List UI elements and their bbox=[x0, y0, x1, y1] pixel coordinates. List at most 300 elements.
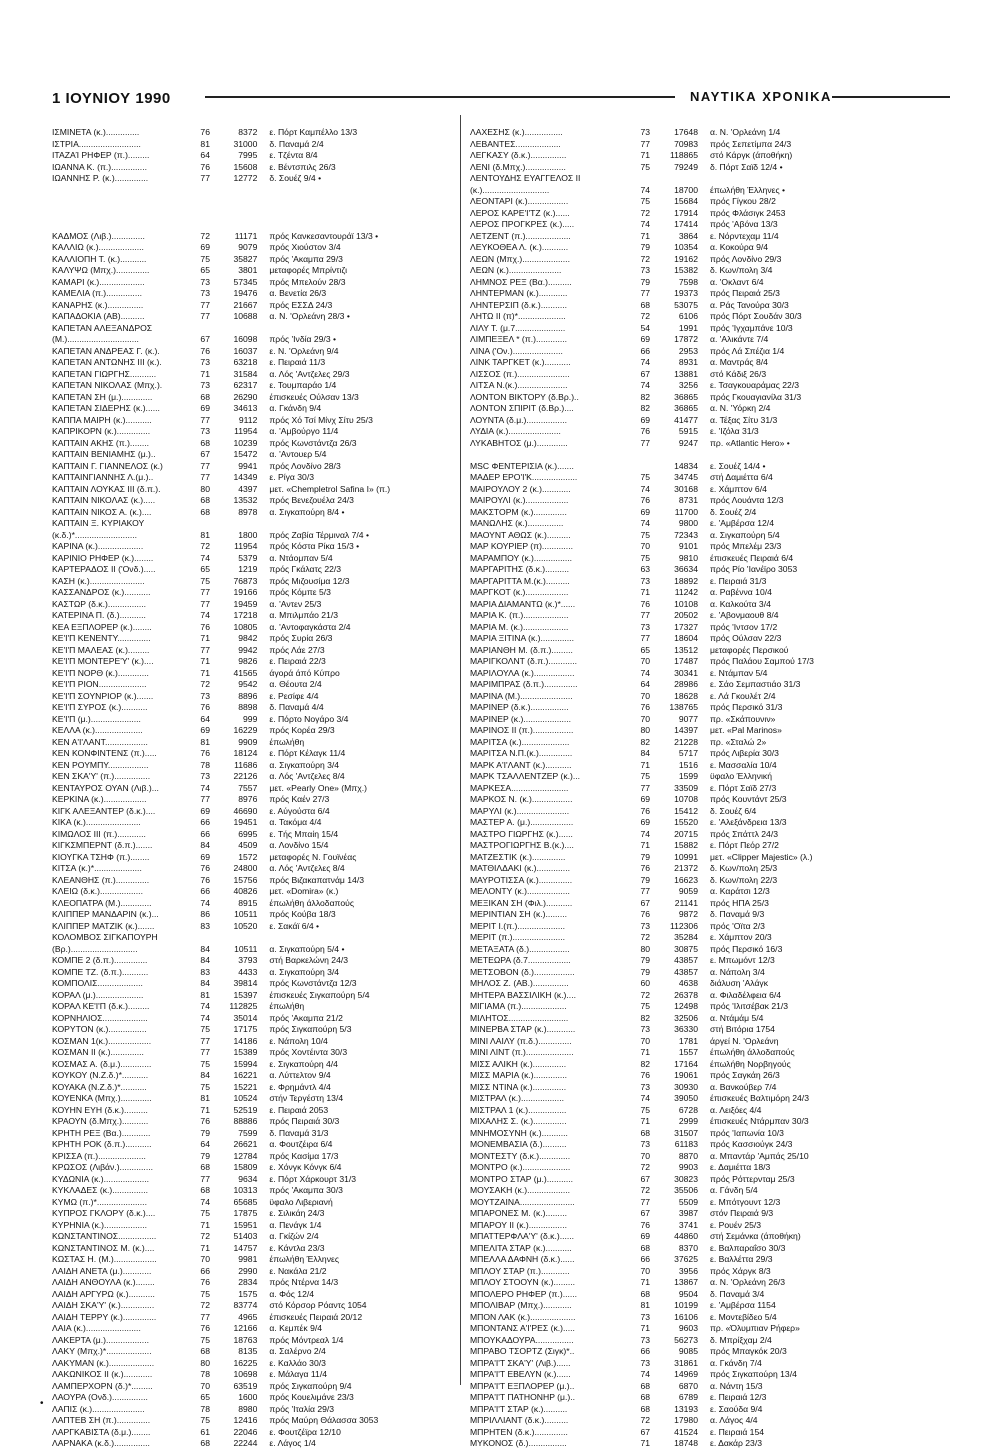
ship-status: α. Βενετία 26/3 bbox=[269, 288, 327, 298]
year-built: 75 bbox=[640, 1104, 650, 1115]
ship-row bbox=[470, 1277, 960, 1289]
ship-row bbox=[52, 438, 457, 450]
tonnage: 9826 bbox=[238, 656, 258, 666]
ship-row bbox=[52, 1277, 457, 1289]
ship-status: α. Νάπολη 3/4 bbox=[710, 966, 765, 977]
ship-row bbox=[52, 886, 457, 898]
ship-row bbox=[52, 1243, 457, 1255]
year-built: 69 bbox=[640, 334, 650, 344]
ship-status: α. Φουτζέιρα 6/4 bbox=[269, 1139, 333, 1149]
year-built: 64 bbox=[200, 1139, 210, 1149]
ship-row bbox=[52, 1208, 457, 1220]
ship-name: ΚΕ'Ι'Π ΝΟΡΘ (κ.)............. bbox=[52, 667, 149, 678]
ship-name: ΚΟΥΗΝ ΕΥΗ (δ.κ.).......... bbox=[52, 1104, 148, 1115]
ship-status: α. Λάγος 4/4 bbox=[710, 1415, 758, 1425]
year-built: 79 bbox=[640, 966, 650, 977]
ship-row bbox=[52, 909, 457, 921]
ship-name: ΛΙΝΑ ('Ον.)..................... bbox=[470, 345, 563, 356]
tonnage: 1219 bbox=[238, 564, 258, 574]
ship-name: ΜΕΛΟΝΤΥ (κ.).................. bbox=[470, 886, 570, 896]
year-built: 74 bbox=[200, 897, 210, 908]
tonnage: 6870 bbox=[678, 1380, 698, 1391]
ship-row bbox=[52, 898, 457, 910]
ship-name: ΛΙΜΠΕΞΕΛ * (π.)............. bbox=[470, 334, 568, 344]
year-built: 77 bbox=[200, 299, 210, 310]
year-built: 72 bbox=[200, 230, 210, 241]
ship-row bbox=[470, 369, 960, 381]
ship-status: ε. Πειραιά 2053 bbox=[269, 1104, 329, 1115]
ship-status: α. Ν. 'Ορλεάνη 26/3 bbox=[710, 1277, 786, 1287]
year-built: 70 bbox=[640, 1265, 650, 1276]
ship-row bbox=[52, 1231, 457, 1243]
tonnage bbox=[210, 208, 257, 220]
page-header bbox=[0, 90, 1000, 114]
ship-status: ε. Βαλλέττα 29/3 bbox=[710, 1254, 773, 1264]
ship-status: ε. Τής Μπαίη 15/4 bbox=[269, 828, 339, 839]
ship-row bbox=[470, 967, 960, 979]
ship-status: πρός Ρόττερνταμ 25/3 bbox=[710, 1173, 795, 1184]
tonnage: 9800 bbox=[678, 518, 698, 528]
year-built: 74 bbox=[640, 380, 650, 390]
ship-name: (κ.)............................ bbox=[470, 184, 550, 195]
ship-row bbox=[52, 564, 457, 576]
ship-name: ΜΠΟΝ ΛΑΚ (κ.)................... bbox=[470, 1311, 576, 1322]
tonnage: 10511 bbox=[234, 909, 258, 919]
ship-status: πρός 'Ακαμπα 21/2 bbox=[269, 1012, 343, 1023]
ship-status: άργεί Ν. 'Ορλεάνη bbox=[710, 1035, 779, 1046]
year-built: 75 bbox=[640, 529, 650, 540]
year-built: 72 bbox=[640, 1185, 650, 1195]
ship-row bbox=[52, 1266, 457, 1278]
ship-row bbox=[52, 323, 457, 335]
ship-status: ε. Σιλικάη 24/3 bbox=[269, 1208, 325, 1218]
tonnage: 41565 bbox=[233, 667, 258, 678]
ship-list-right bbox=[470, 127, 960, 1450]
ship-row bbox=[470, 139, 960, 151]
ship-row bbox=[52, 346, 457, 358]
year-built: 73 bbox=[640, 127, 650, 137]
tonnage: 7557 bbox=[238, 782, 258, 793]
ship-name: ΚΑΠΤΑΙΝ ΝΙΚΟΛΑΣ (κ.)..... bbox=[52, 495, 156, 505]
ship-status: πρός Κανκεσαντουράϊ 13/3 • bbox=[269, 230, 379, 241]
year-built: 79 bbox=[200, 1127, 210, 1138]
year-built: 77 bbox=[200, 472, 210, 482]
ship-row bbox=[470, 622, 960, 634]
ship-row bbox=[470, 1404, 960, 1416]
tonnage: 35014 bbox=[233, 1012, 258, 1023]
ship-row bbox=[52, 921, 457, 933]
tonnage: 17175 bbox=[233, 1024, 258, 1034]
year-built: 65 bbox=[200, 265, 210, 275]
ship-name: ΚΟΣΜΑΝ 1(κ.).................. bbox=[52, 1035, 152, 1046]
tonnage: 15994 bbox=[233, 1058, 258, 1069]
ship-status: α. Σιγκαπούρη 3/4 bbox=[269, 759, 340, 770]
year-built: 71 bbox=[200, 667, 210, 678]
tonnage: 18748 bbox=[674, 1438, 698, 1448]
ship-name: ΚΑΠΕΤΑΝ ΣΙΔΕΡΗΣ (κ.)...... bbox=[52, 403, 160, 413]
ship-row bbox=[52, 507, 457, 519]
ship-row bbox=[52, 1404, 457, 1416]
ship-row bbox=[470, 1070, 960, 1082]
ship-name: ΜΑΚΣΤΟΡΜ (κ.).............. bbox=[470, 506, 567, 517]
ship-status: μετ. «Domira» (κ.) bbox=[269, 886, 339, 896]
tonnage: 13193 bbox=[674, 1403, 698, 1414]
ship-row bbox=[470, 610, 960, 622]
tonnage: 13867 bbox=[674, 1277, 698, 1287]
ship-row bbox=[470, 173, 960, 185]
ship-name: ΜΕΡΙΤ (π.)...................... bbox=[470, 932, 566, 942]
ship-status: πρός Βενεζουέλα 24/3 bbox=[269, 495, 354, 505]
ship-status: α. Τέξας Σίτυ 31/3 bbox=[710, 414, 778, 425]
ship-status: πρός Ούλσαν 22/3 bbox=[710, 633, 782, 643]
year-built: 76 bbox=[200, 702, 210, 712]
ship-name: ΜΑΡΙΑ ΞΙΤΙΝΑ (κ.).............. bbox=[470, 633, 574, 643]
ship-status: ε. 'Αμβέρσα 1154 bbox=[710, 1300, 776, 1310]
ship-row bbox=[52, 1358, 457, 1370]
ship-name: ΚΕ'Ι'Π ΜΑΛΕΑΣ (κ.)......... bbox=[52, 644, 150, 655]
ship-status: ε. Λά Γκουλέτ 2/4 bbox=[710, 690, 776, 701]
ship-name: ΜΕΡΙΝΤΙΑΝ ΣΗ (κ.)......... bbox=[470, 909, 567, 919]
year-built: 75 bbox=[200, 575, 210, 586]
ship-name: ΚΕΡΚΙΝΑ (κ.).................. bbox=[52, 794, 147, 804]
tonnage: 15809 bbox=[233, 1162, 258, 1172]
ship-name: ΚΟΜΠΟΛΙΣ................... bbox=[52, 978, 143, 988]
year-built: 75 bbox=[200, 1288, 210, 1299]
year-built: 76 bbox=[200, 621, 210, 632]
ship-status: α. Γκίζών 2/4 bbox=[269, 1231, 319, 1241]
year-built: 69 bbox=[640, 817, 650, 827]
tonnage: 36865 bbox=[674, 403, 698, 413]
tonnage: 1800 bbox=[238, 529, 258, 540]
ship-row bbox=[470, 334, 960, 346]
year-built: 81 bbox=[200, 1093, 210, 1103]
year-built: 64 bbox=[200, 150, 210, 160]
tonnage: 15882 bbox=[674, 840, 698, 850]
ship-row bbox=[470, 1151, 960, 1163]
ship-name: ΛΑΙΔΗ ΑΡΓΥΡΩ (κ.)........... bbox=[52, 1288, 155, 1299]
tonnage: 15951 bbox=[233, 1219, 258, 1230]
ship-name: ΚΩΝΣΤΑΝΤΙΝΟΣ................ bbox=[52, 1231, 157, 1241]
tonnage: 10524 bbox=[233, 1093, 258, 1103]
ship-status: ε. Βαλπαραΐσο 30/3 bbox=[710, 1242, 786, 1253]
ship-row bbox=[470, 978, 960, 990]
ship-status: πρός Κορέα 29/3 bbox=[269, 725, 335, 735]
ship-status: α. Καράτσι 12/3 bbox=[710, 886, 770, 896]
ship-name: ΚΑΡΙΝΙΟ ΡΗΦΕΡ (κ.)........ bbox=[52, 552, 154, 563]
ship-status: πρός Κωνστάντζα 26/3 bbox=[269, 437, 357, 448]
tonnage: 76873 bbox=[233, 575, 258, 586]
ship-name: ΜΑΥΡΟΤΙΣΣΑ (κ.).............. bbox=[470, 874, 573, 885]
ship-status: δ. Παναμά 2/4 bbox=[269, 138, 324, 149]
year-built: 80 bbox=[200, 1357, 210, 1368]
tonnage: 19061 bbox=[674, 1070, 698, 1080]
ship-row bbox=[52, 1300, 457, 1312]
year-built: 77 bbox=[200, 173, 210, 183]
year-built: 74 bbox=[200, 610, 210, 620]
ship-name: ΛΕΤΖΕΝΤ (π.)................... bbox=[470, 230, 571, 241]
ship-name: ΚΡΗΤΗ ΡΟΚ (δ.π.)........... bbox=[52, 1139, 152, 1149]
ship-row bbox=[470, 656, 960, 668]
ship-row bbox=[470, 403, 960, 415]
ship-status: ε. Ρεσίφε 4/4 bbox=[269, 690, 319, 701]
ship-name: ΚΙΓΚ ΑΛΕΞΑΝΤΕΡ (δ.κ.).... bbox=[52, 805, 156, 816]
ship-status: πρ. «Σκάπουνιν» bbox=[710, 713, 776, 724]
ship-status bbox=[257, 323, 457, 335]
ship-name: ΜΟΝΕΜΒΑΣΙΑ (δ.).......... bbox=[470, 1139, 567, 1149]
ship-status: πρός 'Ιαπωνία 10/3 bbox=[710, 1127, 784, 1138]
ship-name: ΚΡΩΣΟΣ (Λιβάν.).............. bbox=[52, 1162, 153, 1172]
ship-name: ΜΕΤΕΩΡΑ (δ.7.................. bbox=[470, 955, 571, 965]
ship-row bbox=[470, 1220, 960, 1232]
tonnage: 18628 bbox=[674, 690, 698, 701]
ship-status: στό Κάδιξ 26/3 bbox=[710, 368, 767, 379]
tonnage: 15756 bbox=[233, 874, 258, 885]
ship-row bbox=[470, 564, 960, 576]
tonnage: 46690 bbox=[233, 805, 258, 816]
ship-status: πρός 'Ακαμπα 30/3 bbox=[269, 1185, 343, 1195]
ship-row bbox=[52, 1185, 457, 1197]
ship-status: α. Ν. 'Ορλεάνη 1/4 bbox=[710, 127, 781, 137]
year-built bbox=[620, 461, 650, 473]
ship-row bbox=[470, 311, 960, 323]
year-built: 77 bbox=[640, 138, 650, 149]
ship-status: α. Λός 'Αντζελες 8/4 bbox=[269, 771, 345, 781]
year-built: 75 bbox=[200, 253, 210, 264]
ship-status: ε. Ρίγα 30/3 bbox=[269, 472, 315, 482]
ship-row bbox=[52, 668, 457, 680]
year-built: 68 bbox=[200, 1438, 210, 1448]
ship-name: ΜΑΡ ΚΟΥΡΙΕΡ (π)............. bbox=[470, 541, 573, 551]
tonnage: 16225 bbox=[233, 1357, 258, 1368]
tonnage: 15520 bbox=[674, 817, 698, 827]
ship-name: ΜΠΡΑΒΟ ΤΣΟΡΤΖ (Σιγκ)*.. bbox=[470, 1346, 575, 1356]
ship-status: πρός Κόστα Ρίκα 15/3 • bbox=[269, 541, 360, 551]
ship-name: ΜΑΡΙΑ Κ. (π.)................... bbox=[470, 610, 569, 620]
tonnage: 20502 bbox=[674, 610, 698, 620]
ship-row bbox=[52, 1289, 457, 1301]
ship-row bbox=[470, 852, 960, 864]
ship-name: ΚΑΜΑΡΙ (κ.)................... bbox=[52, 276, 145, 287]
year-built: 64 bbox=[200, 713, 210, 724]
ship-row bbox=[470, 1312, 960, 1324]
ship-row bbox=[470, 794, 960, 806]
ship-name: ΚΥΜΩ (π.)*..................... bbox=[52, 1196, 147, 1207]
ship-status: δ. Σουέζ 2/4 bbox=[710, 506, 757, 517]
ship-row bbox=[52, 231, 457, 243]
ship-name: ΚΑΡΙΝΑ (κ.)................... bbox=[52, 541, 144, 551]
ship-row bbox=[52, 311, 457, 323]
ship-status: πρός Μπελέμ 23/3 bbox=[710, 541, 782, 551]
ship-row bbox=[52, 1093, 457, 1105]
year-built: 73 bbox=[200, 380, 210, 390]
ship-status: ε. Καλλάο 30/3 bbox=[269, 1357, 326, 1368]
tonnage: 22244 bbox=[233, 1438, 258, 1448]
ship-status: ε. Πόρτο Νογάρο 3/4 bbox=[269, 713, 349, 724]
ship-name: ΛΗΝΤΕΡΜΑΝ (κ.)............ bbox=[470, 288, 568, 298]
tonnage: 88886 bbox=[233, 1116, 258, 1126]
ship-row bbox=[470, 346, 960, 358]
ship-row bbox=[52, 1427, 457, 1439]
ship-status: έπωλήθη bbox=[269, 736, 305, 747]
ship-name: ΚΥΡΗΝΙΑ (κ.).................. bbox=[52, 1219, 148, 1230]
ship-row bbox=[470, 587, 960, 599]
year-built: 66 bbox=[640, 345, 650, 356]
tonnage: 9077 bbox=[678, 713, 698, 724]
ship-row bbox=[52, 415, 457, 427]
ship-status: πρ. «Σταλώ 2» bbox=[710, 736, 767, 747]
ship-status bbox=[698, 449, 960, 461]
year-built: 76 bbox=[640, 426, 650, 436]
ship-row bbox=[52, 553, 457, 565]
ship-row bbox=[470, 1381, 960, 1393]
ship-status: ε. Χάμπτον 20/3 bbox=[710, 932, 772, 942]
ship-name: ΚΛΕΙΩ (δ.κ.).................. bbox=[52, 886, 143, 896]
ship-name: ΛΑΜΠΕΡΧΟΡΝ (δ.)*......... bbox=[52, 1380, 153, 1391]
year-built: 75 bbox=[640, 1001, 650, 1011]
year-built: 77 bbox=[200, 1047, 210, 1057]
ship-name: ΚΕ'Ι'Π ΚΕΝΕΝΤΥ.............. bbox=[52, 633, 151, 643]
ship-row bbox=[470, 254, 960, 266]
tonnage: 57345 bbox=[233, 276, 258, 287]
ship-status: α. Γκάνδη 7/4 bbox=[710, 1357, 762, 1368]
ship-row bbox=[470, 702, 960, 714]
year-built: 71 bbox=[200, 1104, 210, 1115]
ship-name: ΛΗΤΩ ΙΙ (π)*.................... bbox=[470, 311, 566, 321]
ship-status: α. Σιγκαπούρη 5/4 • bbox=[269, 943, 345, 954]
ship-name: ΚΟΥΚΟΥ (Ν.Ζ.δ.)*........... bbox=[52, 1070, 149, 1080]
year-built: 71 bbox=[640, 759, 650, 770]
ship-row bbox=[470, 484, 960, 496]
tonnage: 3741 bbox=[678, 1219, 698, 1230]
ship-name: ΚΛΙΠΠΕΡ ΜΑΝΔΑΡΙΝ (κ.)... bbox=[52, 909, 159, 919]
ship-status: πρός Χάργκ 8/3 bbox=[710, 1265, 771, 1276]
ship-row bbox=[52, 863, 457, 875]
ship-row bbox=[470, 553, 960, 565]
ship-row bbox=[470, 1208, 960, 1220]
tonnage: 16106 bbox=[674, 1311, 698, 1322]
ship-row bbox=[470, 633, 960, 645]
ship-name: ΚΑΠΕΤΑΝ ΝΙΚΟΛΑΣ (Μπχ.). bbox=[52, 380, 163, 390]
ship-name: ΜΠΟΥΚΑΔΟΥΡΑ................ bbox=[470, 1334, 574, 1345]
ship-row bbox=[470, 760, 960, 772]
ship-name: ΜΑΤΖΕΣΤΙΚ (κ.).............. bbox=[470, 851, 566, 862]
ship-name: MSC ΦΕΝΤΕΡΙΣΙΑ (κ.)....... bbox=[470, 460, 574, 471]
year-built: 74 bbox=[640, 667, 650, 678]
tonnage bbox=[650, 173, 698, 185]
tonnage: 12772 bbox=[233, 173, 258, 183]
ship-row bbox=[52, 633, 457, 645]
ship-row bbox=[470, 507, 960, 519]
year-built: 69 bbox=[640, 506, 650, 517]
year-built: 74 bbox=[640, 1093, 650, 1103]
ship-name: ΚΕΑ ΕΞΠΛΟΡΕΡ (κ.)........ bbox=[52, 621, 152, 632]
ship-status: α. Ραβέννα 10/4 bbox=[710, 587, 772, 597]
ship-row bbox=[470, 1059, 960, 1071]
ship-row bbox=[52, 1001, 457, 1013]
ship-row bbox=[52, 852, 457, 864]
tonnage: 21667 bbox=[233, 299, 258, 310]
tonnage bbox=[210, 932, 257, 944]
ship-row bbox=[52, 369, 457, 381]
year-built: 83 bbox=[200, 966, 210, 977]
year-built: 81 bbox=[200, 529, 210, 540]
year-built: 73 bbox=[640, 265, 650, 275]
ship-name: ΜΙΣΣ ΜΑΡΙΑ (κ.).............. bbox=[470, 1070, 568, 1080]
year-built bbox=[620, 449, 650, 461]
tonnage: 4397 bbox=[238, 483, 258, 494]
ship-row bbox=[470, 1093, 960, 1105]
ship-status: πρ. «Όλυμπιαν Ρήφερ» bbox=[710, 1323, 800, 1333]
year-built: 74 bbox=[640, 184, 650, 195]
tonnage: 3987 bbox=[678, 1208, 698, 1218]
ship-status: έπωλήθη άλλοδαπούς bbox=[710, 1047, 795, 1057]
tonnage: 52519 bbox=[233, 1104, 258, 1115]
tonnage: 8931 bbox=[678, 357, 698, 367]
ship-row bbox=[470, 783, 960, 795]
ship-status bbox=[257, 196, 457, 208]
tonnage bbox=[650, 449, 698, 461]
ship-status: πρός Κουελιμάνε 23/3 bbox=[269, 1392, 354, 1402]
ship-status bbox=[257, 208, 457, 220]
tonnage: 8978 bbox=[238, 506, 258, 517]
ship-name: ΛΕΝΙ (δ.Μπχ.)................. bbox=[470, 161, 566, 172]
ship-name: ΚΙΟΥΓΚΑ ΤΣΗΦ (π.)........ bbox=[52, 851, 150, 862]
year-built: 74 bbox=[640, 518, 650, 528]
tonnage: 13532 bbox=[233, 495, 258, 505]
tonnage: 10239 bbox=[233, 437, 258, 448]
tonnage: 41477 bbox=[674, 414, 698, 425]
ship-row bbox=[52, 817, 457, 829]
ship-row bbox=[470, 886, 960, 898]
year-built: 84 bbox=[200, 840, 210, 850]
year-built: 70 bbox=[200, 1254, 210, 1264]
ship-row bbox=[470, 1047, 960, 1059]
tonnage: 63519 bbox=[233, 1380, 258, 1391]
year-built: 79 bbox=[640, 955, 650, 965]
ship-row bbox=[470, 265, 960, 277]
year-built: 66 bbox=[200, 828, 210, 839]
ship-status: α. Γάνδη 5/4 bbox=[710, 1185, 758, 1195]
year-built: 84 bbox=[200, 1070, 210, 1080]
tonnage: 6728 bbox=[678, 1104, 698, 1115]
ship-status: ε. 'Αλεξάνδρεια 13/3 bbox=[710, 817, 787, 827]
ship-name: ΚΕΛΛΑ (κ.).................... bbox=[52, 725, 143, 735]
ship-status: πρός Σιγκαπούρη 5/3 bbox=[269, 1024, 352, 1034]
tonnage: 4433 bbox=[238, 966, 258, 977]
tonnage: 14757 bbox=[233, 1242, 258, 1253]
year-built: 75 bbox=[200, 1024, 210, 1034]
ship-name: ΛΑΙΑ (κ.)....................... bbox=[52, 1323, 141, 1333]
ship-name: ΚΑΜΕΛΙΑ (π.)............... bbox=[52, 288, 142, 298]
ship-status bbox=[257, 518, 457, 530]
ship-name: ΛΑΙΔΗ ΑΝΕΤΑ (μ.)............ bbox=[52, 1265, 152, 1276]
tonnage: 1516 bbox=[678, 759, 698, 770]
ship-status: ϋφαλο Λιβεριανή bbox=[269, 1196, 333, 1207]
ship-name: ΚΟΡΥΤΟΝ (κ.)................ bbox=[52, 1024, 147, 1034]
tonnage: 30168 bbox=[674, 483, 698, 494]
tonnage: 34613 bbox=[233, 403, 258, 413]
ship-status: ε. Βέντσπιλς 26/3 bbox=[269, 161, 336, 172]
ship-status: α. Σιγκαπούρη 3/4 bbox=[269, 966, 340, 977]
ship-row bbox=[52, 806, 457, 818]
year-built: 77 bbox=[640, 633, 650, 643]
tonnage bbox=[210, 185, 257, 197]
ship-name: ΛΑΡΝΑΚΑ (κ.δ.)............... bbox=[52, 1438, 150, 1448]
ship-status: α. Φιλαδέλφεια 6/4 bbox=[710, 989, 782, 1000]
ship-status: α. Θέουτα 2/4 bbox=[269, 679, 322, 689]
tonnage: 15382 bbox=[674, 265, 698, 275]
tonnage: 31507 bbox=[674, 1127, 698, 1138]
